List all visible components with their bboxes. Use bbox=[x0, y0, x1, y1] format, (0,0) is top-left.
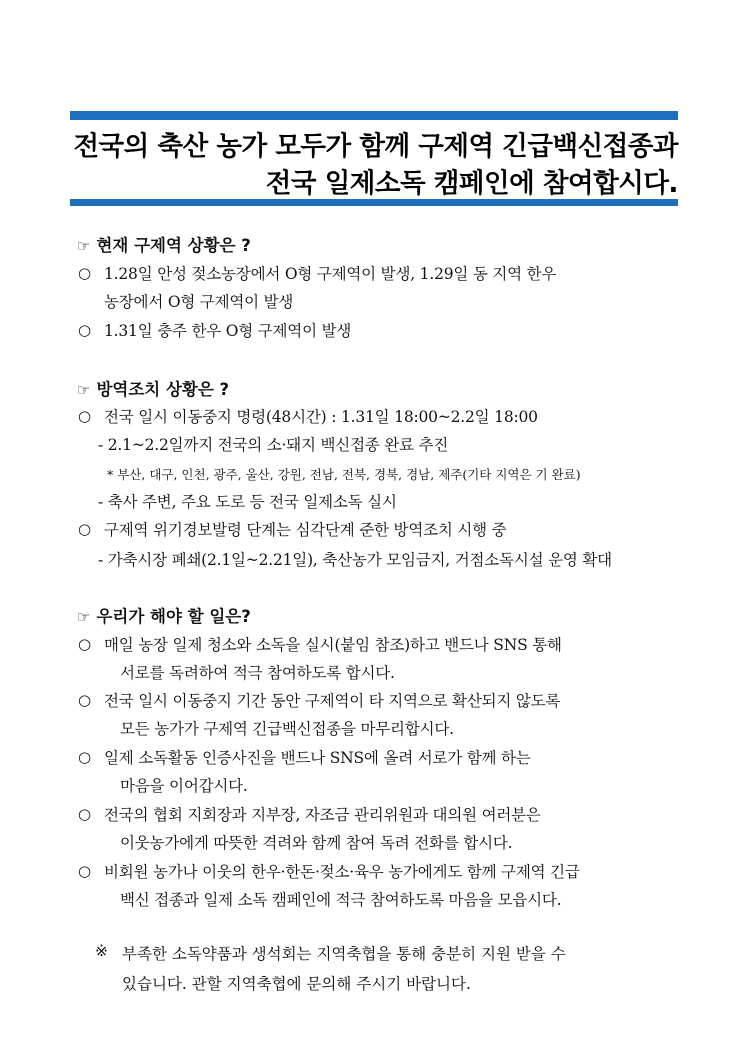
banner-bottom-bar bbox=[70, 199, 678, 206]
list-item: 1.31일 충주 한우 O형 구제역이 발생 bbox=[104, 322, 352, 340]
list-item-continuation: 이웃농가에게 따뜻한 격려와 함께 참여 독려 전화를 합시다. bbox=[120, 834, 513, 852]
bullet-circle: ○ bbox=[78, 264, 92, 282]
list-item: 전국 일시 이동중지 기간 동안 구제역이 타 지역으로 확산되지 않도록 bbox=[104, 692, 561, 710]
list-item: 전국 일시 이동중지 명령(48시간) : 1.31일 18:00~2.2일 18:00 bbox=[104, 408, 538, 426]
bullet-circle: ○ bbox=[78, 407, 92, 425]
list-item-continuation: 백신 접종과 일제 소독 캠페인에 적극 참여하도록 마음을 모읍시다. bbox=[120, 891, 562, 909]
pointing-hand-icon: ☞ bbox=[77, 608, 91, 626]
list-item: 비회원 농가나 이웃의 한우·한돈·젖소·육우 농가에게도 함께 구제역 긴급 bbox=[104, 863, 580, 881]
reference-mark: ※ bbox=[95, 942, 108, 960]
list-item: 1.28일 안성 젖소농장에서 O형 구제역이 발생, 1.29일 동 지역 한우 bbox=[104, 265, 557, 283]
sub-item: - 축사 주변, 주요 도로 등 전국 일제소독 실시 bbox=[98, 493, 397, 511]
list-item: 일제 소독활동 인증사진을 밴드나 SNS에 올려 서로가 함께 하는 bbox=[104, 749, 531, 767]
list-item-continuation: 농장에서 O형 구제역이 발생 bbox=[104, 293, 294, 311]
bullet-circle: ○ bbox=[78, 691, 92, 709]
footnote-region-list: * 부산, 대구, 인천, 광주, 울산, 강원, 전남, 전북, 경북, 경남, 제주(기타 지역은 기 완료) bbox=[107, 467, 581, 482]
section-heading-current-status: ☞ 현재 구제역 상황은 ? bbox=[77, 236, 251, 255]
bullet-circle: ○ bbox=[78, 862, 92, 880]
title-banner bbox=[70, 111, 678, 206]
banner-top-bar bbox=[70, 111, 678, 120]
section-heading-quarantine-measures: ☞ 방역조치 상황은 ? bbox=[77, 380, 230, 399]
footer-note-line-2: 있습니다. 관할 지역축협에 문의해 주시기 바랍니다. bbox=[122, 975, 471, 993]
list-item: 구제역 위기경보발령 단계는 심각단계 준한 방역조치 시행 중 bbox=[104, 521, 507, 539]
list-item-continuation: 서로를 독려하여 적극 참여하도록 합시다. bbox=[120, 664, 395, 682]
bullet-circle: ○ bbox=[78, 635, 92, 653]
bullet-circle: ○ bbox=[78, 520, 92, 538]
bullet-circle: ○ bbox=[78, 321, 92, 339]
footer-note-line-1: 부족한 소독약품과 생석회는 지역축협을 통해 충분히 지원 받을 수 bbox=[122, 945, 566, 963]
bullet-circle: ○ bbox=[78, 748, 92, 766]
pointing-hand-icon: ☞ bbox=[77, 237, 91, 255]
section-heading-what-to-do: ☞ 우리가 해야 할 일은? bbox=[77, 607, 251, 626]
bullet-circle: ○ bbox=[78, 805, 92, 823]
page-title-line-1: 전국의 축산 농가 모두가 함께 구제역 긴급백신접종과 bbox=[73, 131, 678, 162]
page-title-line-2: 전국 일제소독 캠페인에 참여합시다. bbox=[265, 168, 678, 199]
list-item: 매일 농장 일제 청소와 소독을 실시(붙임 참조)하고 밴드나 SNS 통해 bbox=[104, 636, 562, 654]
pointing-hand-icon: ☞ bbox=[77, 381, 91, 399]
sub-item: - 가축시장 폐쇄(2.1일~2.21일), 축산농가 모임금지, 거점소독시설 운영 확대 bbox=[98, 551, 612, 569]
list-item: 전국의 협회 지회장과 지부장, 자조금 관리위원과 대의원 여러분은 bbox=[104, 806, 541, 824]
sub-item: - 2.1~2.2일까지 전국의 소·돼지 백신접종 완료 추진 bbox=[98, 436, 449, 454]
list-item-continuation: 마음을 이어갑시다. bbox=[120, 777, 248, 795]
list-item-continuation: 모든 농가가 구제역 긴급백신접종을 마무리합시다. bbox=[120, 720, 454, 738]
